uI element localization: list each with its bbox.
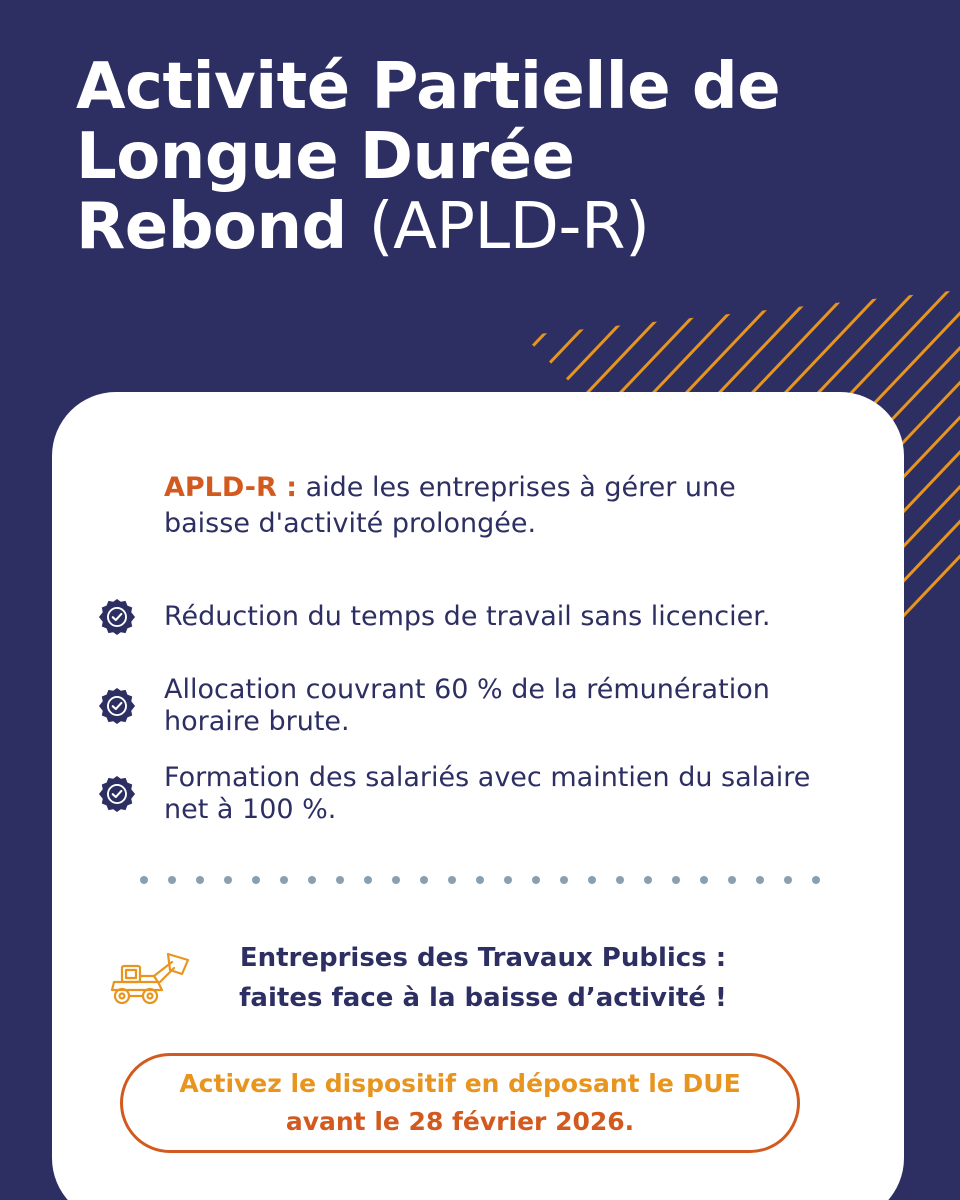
- divider-dot: [336, 876, 344, 884]
- divider-dot: [252, 876, 260, 884]
- callout-line-2: avant le 28 février 2026.: [285, 1107, 635, 1136]
- check-badge-icon: [98, 687, 136, 725]
- callout-line-1: Activez le dispositif en déposant le DUE: [179, 1069, 741, 1098]
- intro-paragraph: [164, 470, 804, 542]
- title-line-3-bold: Rebond: [76, 190, 347, 264]
- promo-line-1: Entreprises des Travaux Publics :: [239, 943, 727, 973]
- divider-dot: [700, 876, 708, 884]
- divider-dot: [364, 876, 372, 884]
- divider-dot: [504, 876, 512, 884]
- bullet-text: Allocation couvrant 60 % de la rémunération horaire brute.: [164, 674, 770, 737]
- divider-dot: [308, 876, 316, 884]
- divider-dot: [280, 876, 288, 884]
- promo-block: [108, 938, 748, 1018]
- divider-dot: [644, 876, 652, 884]
- page-title: [76, 52, 916, 262]
- promo-line-2: faites face à la baisse d’activité !: [239, 983, 727, 1013]
- divider-dot: [420, 876, 428, 884]
- divider-dot: [672, 876, 680, 884]
- wheel-loader-icon: [108, 946, 192, 1010]
- divider-dot: [812, 876, 820, 884]
- divider-dot: [196, 876, 204, 884]
- promo-text: [218, 938, 748, 1018]
- bullet-item: [98, 674, 844, 738]
- divider-dot: [616, 876, 624, 884]
- intro-text: aide les entreprises à gérer une baisse d'activité prolongée.: [164, 472, 736, 539]
- intro-key: APLD-R :: [164, 472, 297, 503]
- divider-dot: [588, 876, 596, 884]
- dotted-divider: [130, 872, 830, 888]
- divider-dot: [728, 876, 736, 884]
- divider-dot: [784, 876, 792, 884]
- title-line-3-light: (APLD-R): [368, 190, 650, 264]
- divider-dot: [560, 876, 568, 884]
- check-badge-icon: [98, 775, 136, 813]
- divider-dot: [532, 876, 540, 884]
- title-line-2: Longue Durée: [76, 120, 575, 194]
- bullet-text: Formation des salariés avec maintien du salaire net à 100 %.: [164, 762, 811, 825]
- divider-dot: [756, 876, 764, 884]
- divider-dot: [476, 876, 484, 884]
- deadline-callout: [120, 1053, 800, 1153]
- check-badge-icon: [98, 598, 136, 636]
- divider-dot: [224, 876, 232, 884]
- bullet-item: [98, 762, 844, 826]
- divider-dot: [168, 876, 176, 884]
- title-line-1: Activité Partielle de: [76, 50, 781, 124]
- bullet-text: Réduction du temps de travail sans licencier.: [164, 601, 771, 632]
- bullet-item: [98, 598, 844, 636]
- divider-dot: [448, 876, 456, 884]
- divider-dot: [392, 876, 400, 884]
- divider-dot: [140, 876, 148, 884]
